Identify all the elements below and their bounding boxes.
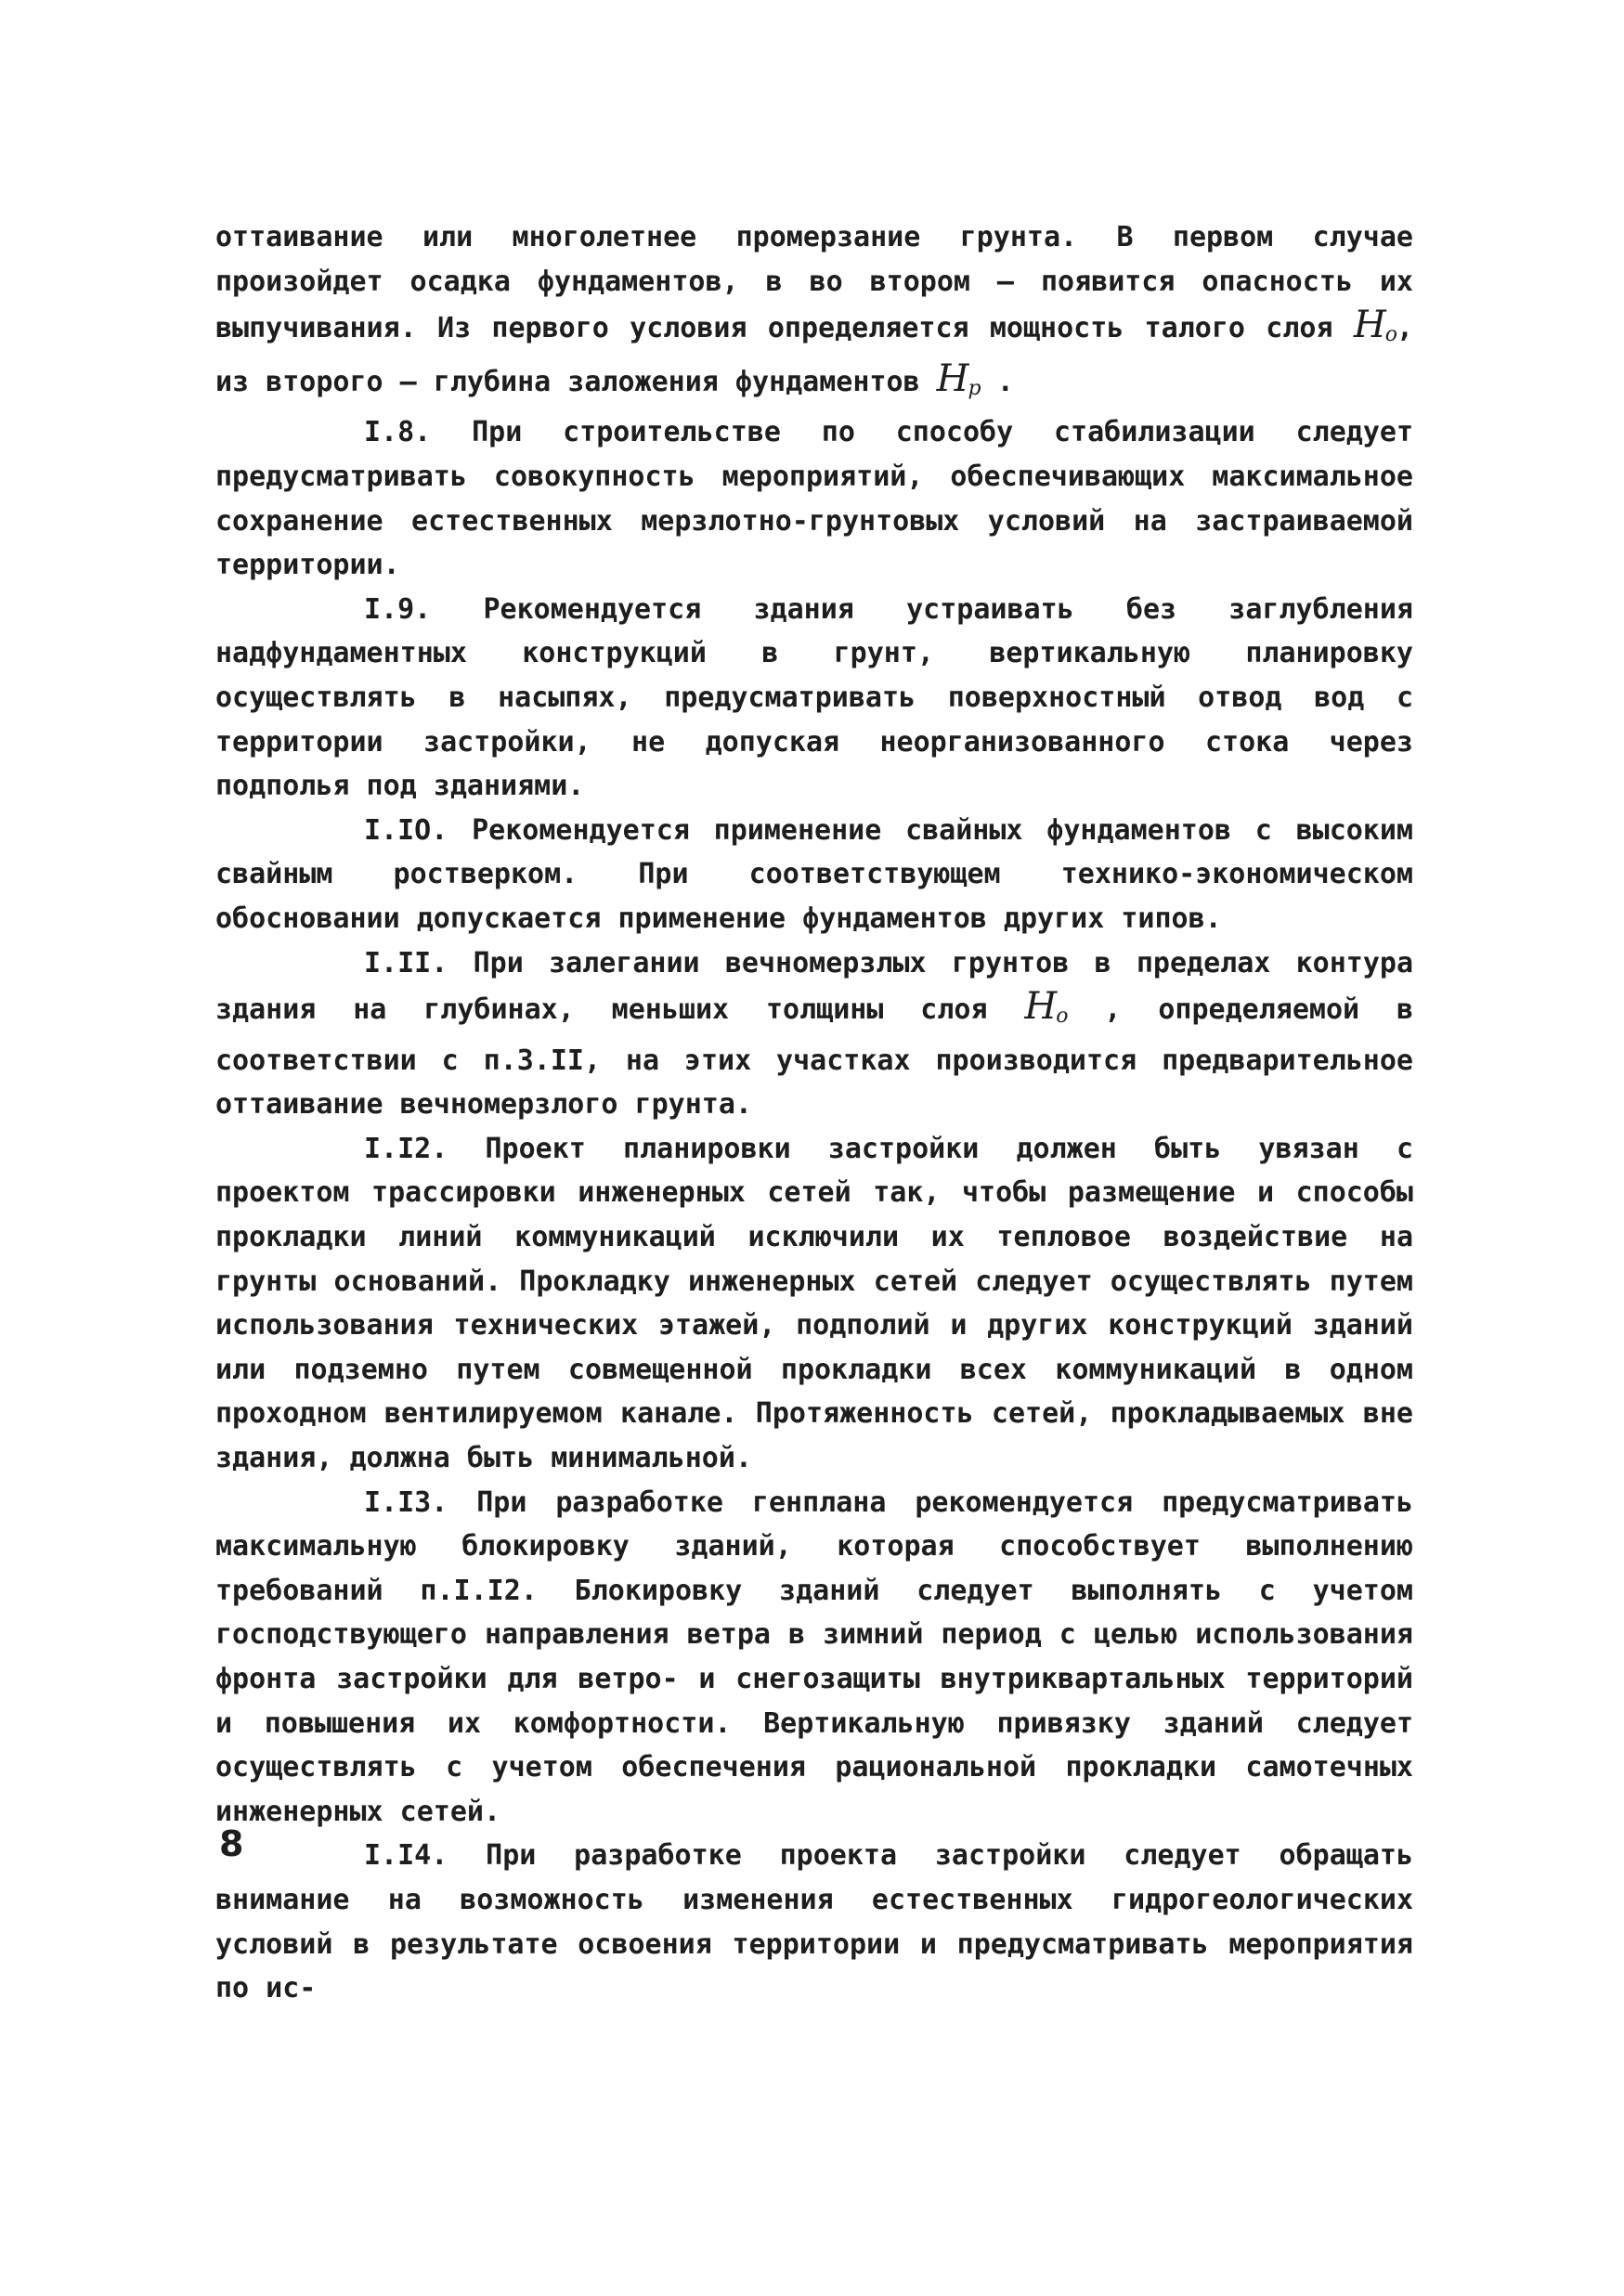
paragraph-text: , из второго – глубина заложения фундаментов [215,312,1414,398]
clause-number: I.II. [364,946,448,979]
clause-number: I.8. [364,416,432,449]
paragraph-text: При разработке генплана рекомендуется предусматривать максимальную блокировку зданий, которая способствует выполнению требований п.I.I2. Блокировку зданий следует выполнять с учетом господствующего направления ветра в зимний период с целью использования фронта застройки для ветро- и снегозащиты внутриквартальных территорий и повышения их комфортности. Вертикальную привязку зданий следует осуществлять с учетом обеспечения рациональной прокладки самотечных инженерных сетей. [215,1485,1413,1828]
paragraph-text: При разработке проекта застройки следует обращать внимание на возможность изменения естественных гидрогеологических условий в результате освоения территории и предусматривать мероприятия по ис- [215,1839,1414,2005]
symbol-h0: $H_o$ [1024,985,1068,1029]
paragraph-1-14 [215,1834,1413,2010]
paragraph-text: оттаивание или многолетнее промерзание грунта. В первом случае произойдет осадка фундаментов, в во втором – появится опасность их выпучивания. Из первого условия определяется мощность талого слоя [215,221,1413,345]
paragraph-1-8 [215,410,1413,587]
body-text [215,215,1413,2011]
clause-number: I.I3. [364,1485,448,1519]
paragraph-text: Рекомендуется применение свайных фундаментов с высоким свайным ростверком. При соответствующем технико-экономическом обосновании допускается применение фундаментов других типов. [215,813,1413,935]
symbol-h0: $H_o$ [1353,304,1397,347]
paragraph-1-10 [215,809,1413,941]
clause-number: I.I2. [364,1132,448,1165]
paragraph-text: , определяемой в соответствии с п.3.II, на этих участках производится предварительное оттаивание вечномерзлого грунта. [215,993,1414,1122]
paragraph-text: Проект планировки застройки должен быть увязан с проектом трассировки инженерных сетей так, чтобы размещение и способы прокладки линий коммуникаций исключили их тепловое воздействие на грунты оснований. Прокладку инженерных сетей следует осуществлять путем использования технических этажей, подполий и других конструкций зданий или подземно путем совмещенной прокладки всех коммуникаций в одном проходном вентилируемом канале. Протяженность сетей, прокладываемых вне здания, должна быть минимальной. [215,1132,1414,1475]
paragraph-continued [215,215,1413,410]
paragraph-1-13 [215,1481,1413,1835]
paragraph-text: При залегании вечномерзлых грунтов в пределах контура здания на глубинах, меньших толщины слоя [215,946,1414,1027]
symbol-hp: $H_p$ [936,357,981,400]
page-number: 8 [219,1823,244,1864]
paragraph-text: . [996,365,1014,398]
clause-number: I.9. [364,592,432,626]
paragraph-1-12 [215,1127,1413,1481]
clause-number: I.IO. [364,813,448,847]
paragraph-text: Рекомендуется здания устраивать без заглубления надфундаментных конструкций в грунт, вертикальную планировку осуществлять в насыпях, предусматривать поверхностный отвод вод с территории застройки, не допуская неорганизованного стока через подполья под зданиями. [215,592,1413,803]
paragraph-1-9 [215,588,1413,809]
paragraph-text: При строительстве по способу стабилизации следует предусматривать совокупность мероприятий, обеспечивающих максимальное сохранение естественных мерзлотно-грунтовых условий на застраиваемой территории. [215,416,1414,582]
clause-number: I.I4. [364,1839,448,1873]
paragraph-1-11 [215,941,1413,1127]
